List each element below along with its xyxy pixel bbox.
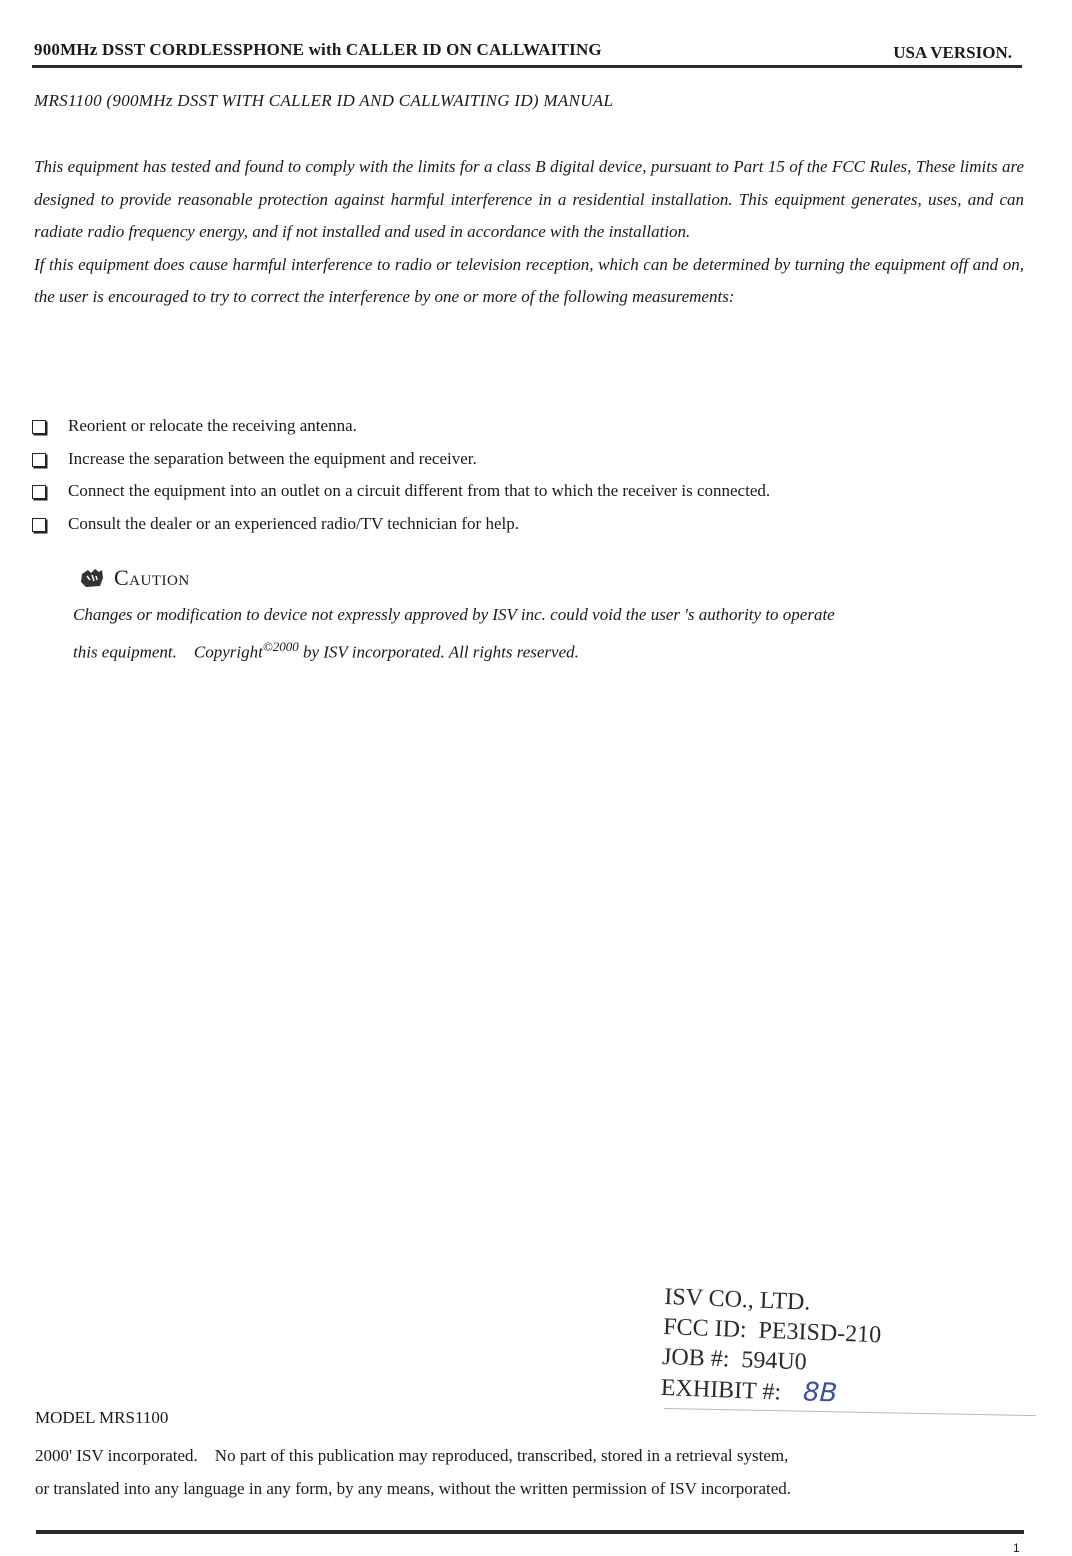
stamp-fcc-id: FCC ID: PE3ISD-210	[662, 1313, 882, 1349]
fcc-statement	[34, 151, 1024, 314]
rights-notice	[35, 1440, 1025, 1505]
stamp-job: JOB #: 594U0	[661, 1343, 808, 1376]
measures-list	[32, 410, 770, 540]
fcc-paragraph-1: This equipment has tested and found to comply with the limits for a class B digital device, pursuant to Part 15 of the FCC Rules, These limits are designed to provide reasonable protection against harmful interference in a residential installation. This equipment generates, uses, and can radiate radio frequency energy, and if not installed and used in accordance with the installation.	[34, 157, 1024, 241]
caution-title: Caution	[114, 565, 190, 590]
fcc-paragraph-2: If this equipment does cause harmful interference to radio or television reception, which can be determined by turning the equipment off and on, the user is encouraged to try to correct the interference by one or more of the following measurements:	[34, 254, 1024, 306]
stamp-exhibit-value: 8B	[802, 1377, 839, 1409]
measure-text: Reorient or relocate the receiving antenna.	[68, 416, 357, 436]
checkbox-bullet-icon	[32, 453, 46, 467]
page-number: 1	[1013, 1541, 1020, 1555]
rights-line-1: 2000' ISV incorporated. No part of this publication may reproduced, transcribed, stored in a retrieval system,	[35, 1446, 789, 1465]
checkbox-bullet-icon	[32, 420, 46, 434]
stamp-company: ISV CO., LTD.	[663, 1283, 811, 1316]
header-version: USA VERSION.	[893, 43, 1012, 62]
checkbox-bullet-icon	[32, 518, 46, 532]
caution-line-2	[73, 631, 1013, 669]
footer-divider	[36, 1530, 1024, 1534]
document-title: MRS1100 (900MHz DSST WITH CALLER ID AND CALLWAITING ID) MANUAL	[34, 91, 614, 110]
caution-hand-icon	[80, 568, 104, 588]
checkbox-bullet-icon	[32, 485, 46, 499]
list-item	[32, 475, 770, 508]
list-item	[32, 508, 770, 541]
header-divider	[32, 65, 1022, 68]
measure-text: Consult the dealer or an experienced radio/TV technician for help.	[68, 513, 519, 533]
caution-line-2-end: by ISV incorporated. All rights reserved.	[298, 642, 579, 662]
copyright-symbol: ©	[262, 639, 273, 654]
list-item	[32, 443, 770, 476]
fcc-exhibit-stamp	[660, 1282, 883, 1411]
caution-line-1: Changes or modification to device not expressly approved by ISV inc. could void the user 's authority to operate	[73, 605, 835, 624]
header-title: 900MHz DSST CORDLESSPHONE with CALLER ID ON CALLWAITING	[34, 40, 602, 59]
measure-text: Connect the equipment into an outlet on a circuit different from that to which the receiver is connected.	[68, 481, 771, 501]
caution-text	[73, 599, 1013, 669]
caution-line-2-start: this equipment. Copyright	[73, 642, 263, 662]
copyright-year: 2000	[272, 639, 299, 654]
caution-heading	[80, 565, 190, 591]
stamp-exhibit-label: EXHIBIT #:	[660, 1374, 782, 1406]
list-item	[32, 410, 770, 443]
rights-line-2: or translated into any language in any form, by any means, without the written permission of ISV incorporated.	[35, 1478, 792, 1498]
measure-text: Increase the separation between the equipment and receiver.	[68, 448, 477, 468]
model-label: MODEL MRS1100	[35, 1408, 169, 1427]
